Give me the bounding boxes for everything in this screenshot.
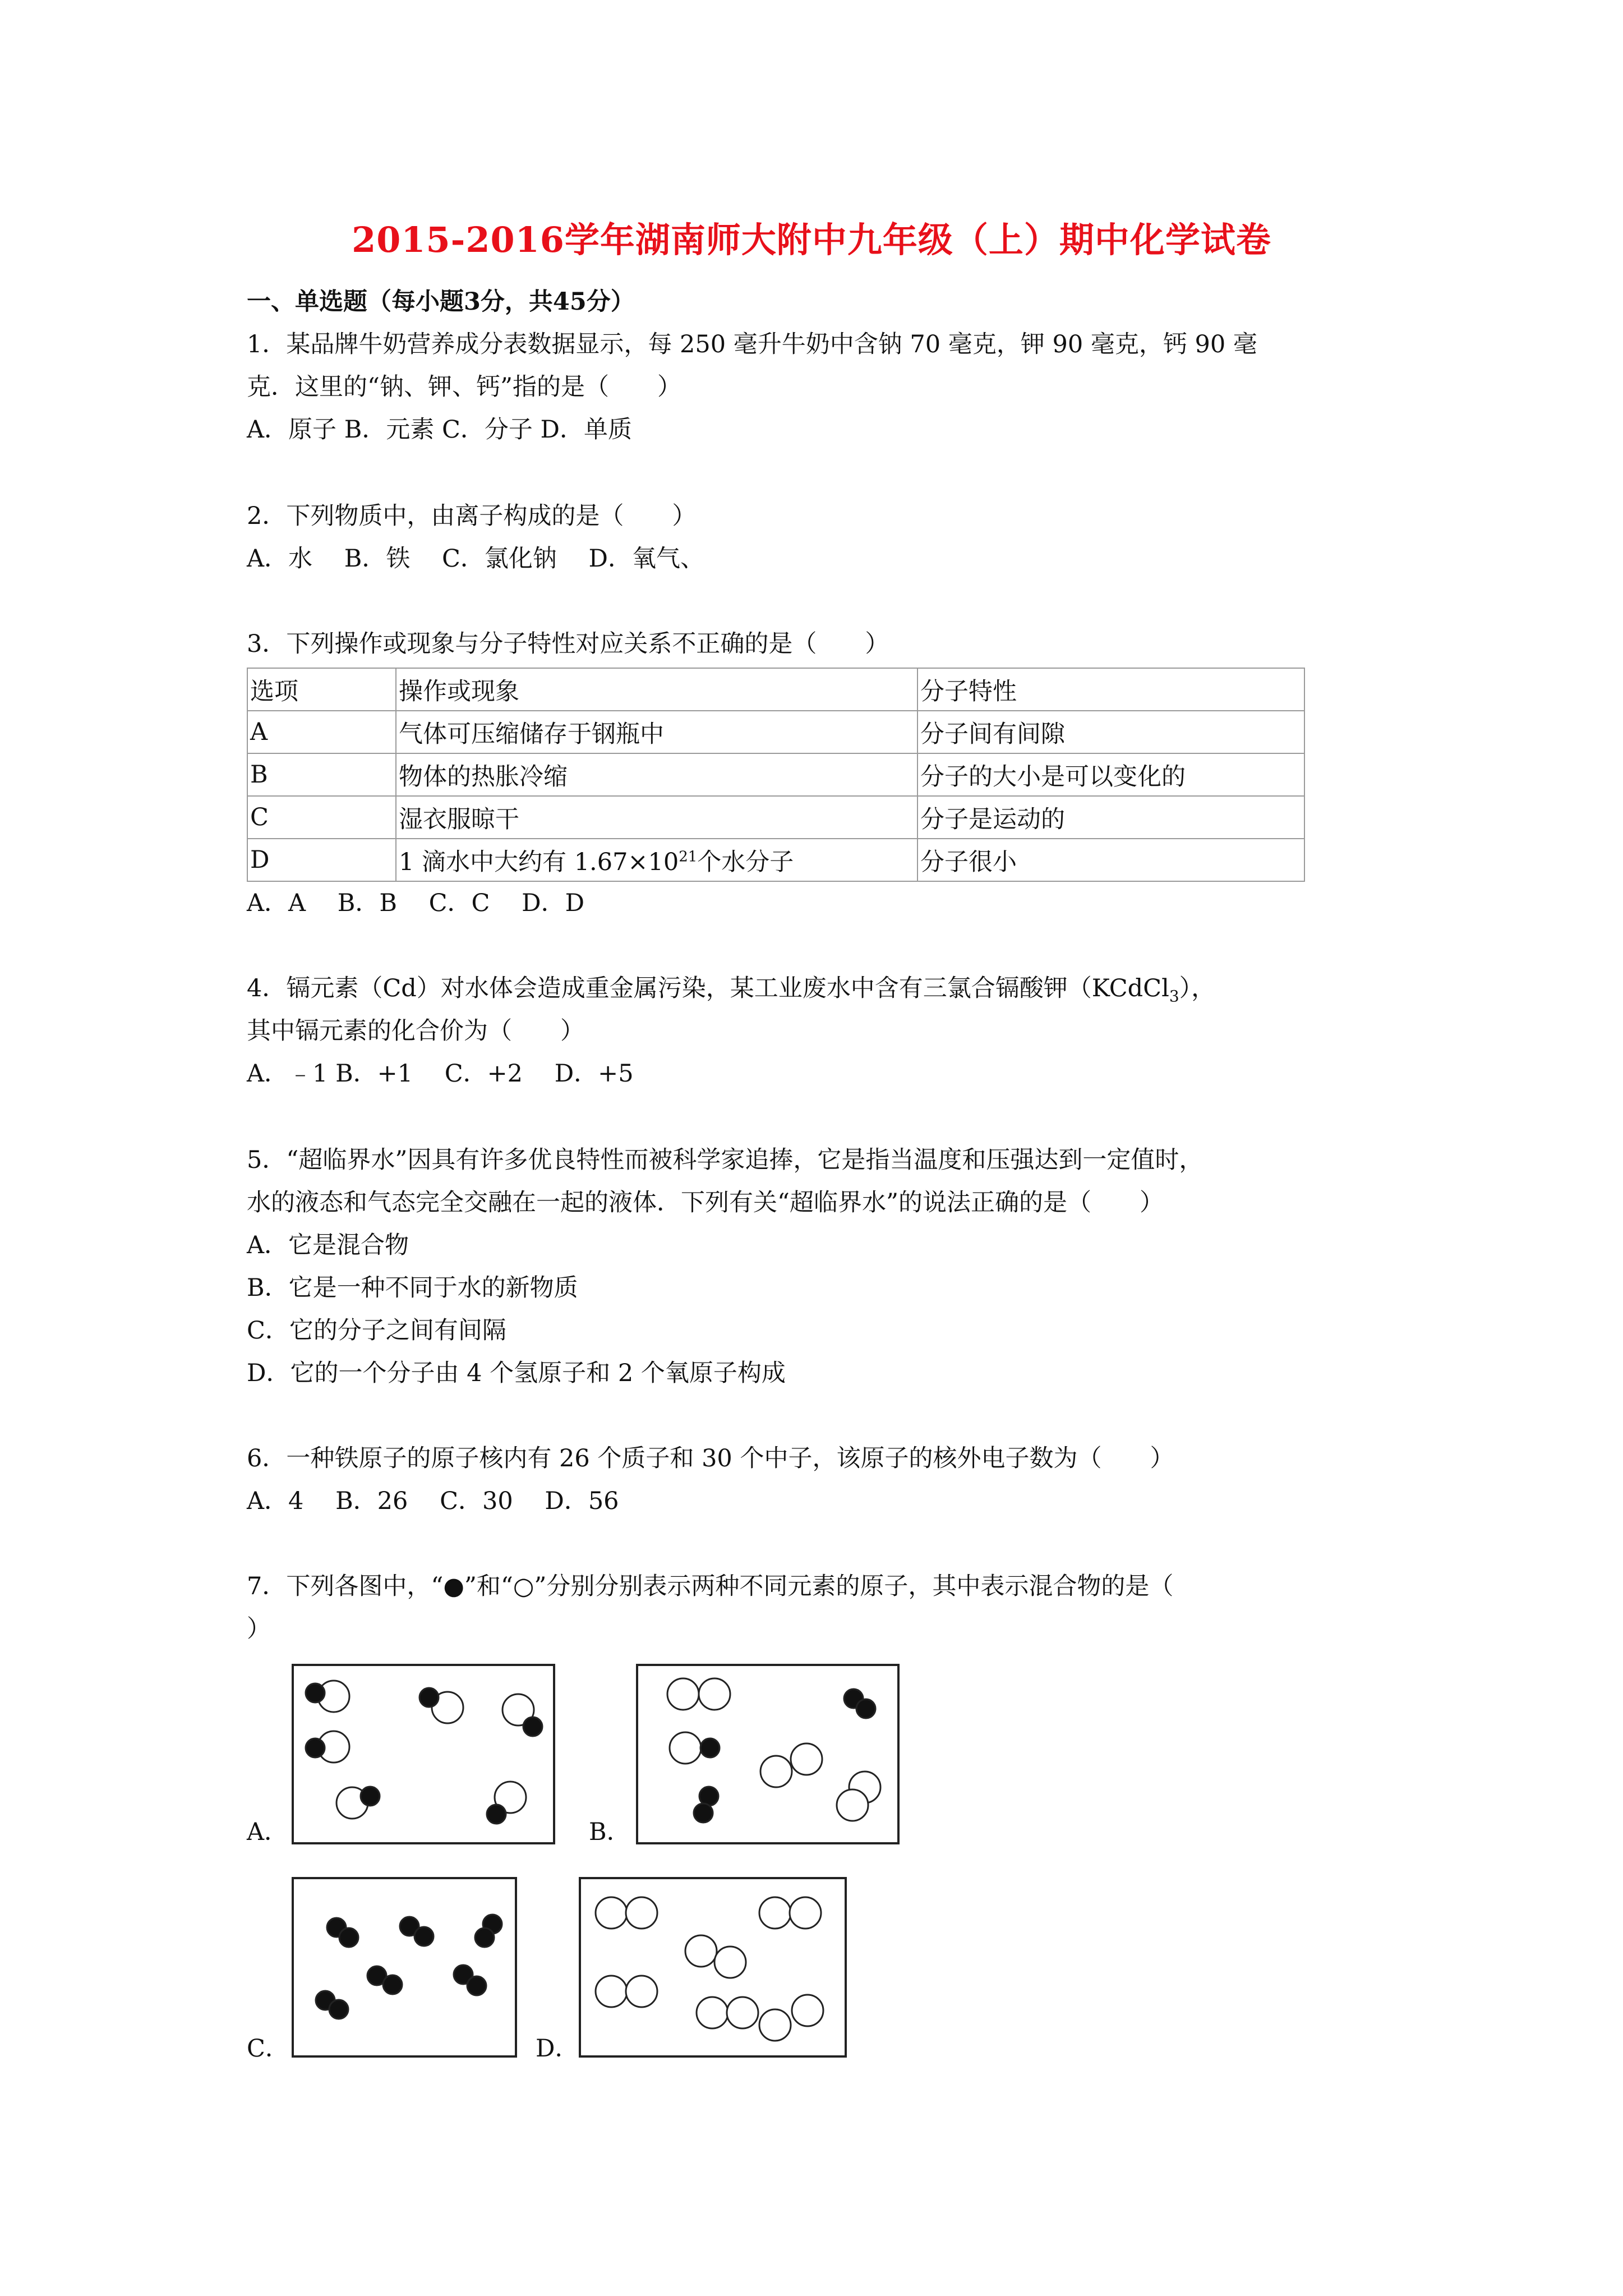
q1-options: A．原子 B．元素 C．分子 D．单质 [247,416,633,444]
q3-table [247,668,1305,882]
q7-line2: ） [247,1615,271,1643]
section-heading: 一、单选题（每小题3分，共45分） [247,288,635,316]
subscript: 3 [1169,987,1179,1006]
table-header-cell: 选项 [247,668,396,711]
q4-text: 4．镉元素（Cd）对水体会造成重金属污染，某工业废水中含有三氯合镉酸钾（KCdCl [247,974,1169,1002]
q1-line2: 克．这里的“钠、钾、钙”指的是（ ） [247,373,681,401]
table-row [247,753,1304,796]
table-row [247,839,1304,881]
figure-d-label: D． [536,2035,579,2063]
table-cell: 分子很小 [917,839,1304,881]
q3-line1: 3．下列操作或现象与分子特性对应关系不正确的是（ ） [247,630,889,658]
exam-title: 2015-2016学年湖南师大附中九年级（上）期中化学试卷 [352,219,1271,260]
figure-b-label: B． [589,1818,631,1846]
q5-option-a: A．它是混合物 [247,1231,409,1259]
q5-option-c: C．它的分子之间有间隔 [247,1317,506,1345]
table-cell: 气体可压缩储存于钢瓶中 [396,711,917,753]
q4-line1 [247,973,1215,1013]
table-cell: 分子间有间隙 [917,711,1304,753]
q6-line1: 6．一种铁原子的原子核内有 26 个质子和 30 个中子，该原子的核外电子数为（ ） [247,1444,1174,1473]
exponent: 21 [679,848,698,866]
row-d-text: 1 滴水中大约有 1.67×10 [399,848,679,876]
q4-line2: 其中镉元素的化合价为（ ） [247,1017,584,1045]
table-row [247,711,1304,753]
figure-c-diagram [292,1877,517,2058]
figure-a-diagram [292,1664,555,1844]
table-cell [396,839,917,881]
table-cell: 分子的大小是可以变化的 [917,753,1304,796]
table-cell: C [247,796,396,839]
q4-options: A．﹣1 B．+1 C．+2 D．+5 [247,1060,634,1088]
figure-a-label: A． [247,1818,289,1846]
q4-tail: ）， [1179,974,1216,1002]
table-header-cell: 操作或现象 [396,668,917,711]
table-row [247,796,1304,839]
row-d-tail: 个水分子 [697,848,794,876]
q5-line2: 水的液态和气态完全交融在一起的液体．下列有关“超临界水”的说法正确的是（ ） [247,1189,1164,1217]
table-cell: 湿衣服晾干 [396,796,917,839]
table-cell: 分子是运动的 [917,796,1304,839]
q5-line1: 5．“超临界水”因具有许多优良特性而被科学家追捧，它是指当温度和压强达到一定值时， [247,1146,1204,1174]
q1-line1: 1．某品牌牛奶营养成分表数据显示，每 250 毫升牛奶中含钠 70 毫克，钾 90 毫克，钙 90 毫 [247,330,1257,358]
q6-options: A．4 B．26 C．30 D．56 [247,1487,619,1515]
q2-options: A．水 B．铁 C．氯化钠 D．氧气、 [247,545,705,573]
q7-line1: 7．下列各图中，“●”和“○”分别分别表示两种不同元素的原子，其中表示混合物的是（ [247,1572,1174,1600]
table-header-cell: 分子特性 [917,668,1304,711]
figure-c-label: C． [247,2035,289,2063]
figure-d-diagram [579,1877,847,2058]
table-cell: 物体的热胀冷缩 [396,753,917,796]
figure-b-diagram [636,1664,900,1844]
table-cell: B [247,753,396,796]
table-header-row [247,668,1304,711]
q5-option-d: D．它的一个分子由 4 个氢原子和 2 个氧原子构成 [247,1359,786,1387]
q3-options: A．A B．B C．C D．D [247,889,585,917]
table-cell: D [247,839,396,881]
q2-line1: 2．下列物质中，由离子构成的是（ ） [247,502,697,530]
q5-option-b: B．它是一种不同于水的新物质 [247,1274,578,1302]
table-cell: A [247,711,396,753]
